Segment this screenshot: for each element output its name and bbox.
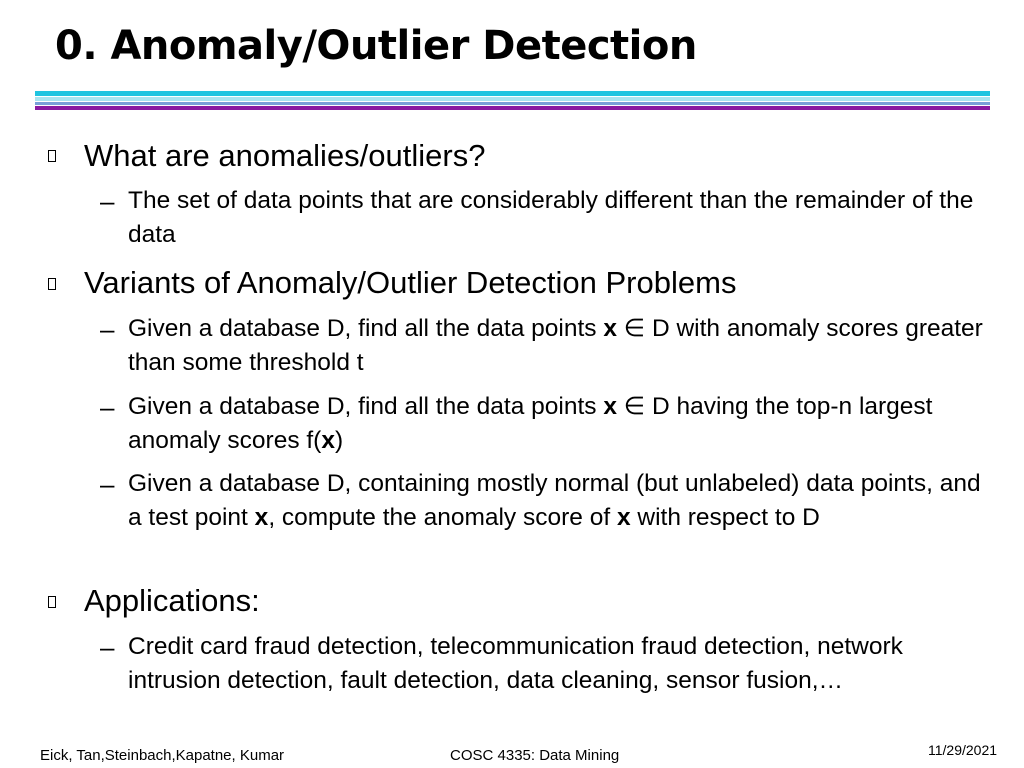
section-heading: Applications:	[84, 583, 260, 618]
dash-icon: –	[100, 314, 115, 344]
square-bullet-icon	[48, 278, 60, 290]
dash-icon: –	[100, 392, 115, 422]
section-heading: What are anomalies/outliers?	[84, 138, 486, 173]
section-heading: Variants of Anomaly/Outlier Detection Problems	[84, 265, 737, 300]
bold-variable: x	[603, 315, 617, 342]
dash-icon: –	[100, 632, 115, 662]
square-bullet-icon	[48, 596, 60, 608]
square-bullet-icon	[48, 150, 60, 162]
sub-bullet: Given a database D, find all the data points x ∈ D with anomaly scores greater than some threshold t	[128, 315, 983, 376]
footer-date: 11/29/2021	[928, 742, 998, 758]
bold-variable: x	[321, 427, 335, 454]
sub-bullet: Given a database D, find all the data points x ∈ D having the top-n largest anomaly scores f(x)	[128, 393, 933, 454]
dash-icon: –	[100, 186, 115, 216]
dash-icon: –	[100, 469, 115, 499]
bold-variable: x	[603, 393, 617, 420]
footer-course: COSC 4335: Data Mining	[450, 747, 620, 764]
sub-bullet: The set of data points that are considerably different than the remainder of the data	[128, 187, 974, 248]
sub-bullet: Given a database D, containing mostly normal (but unlabeled) data points, and a test point x, compute the anomaly score of x with respect to D	[128, 470, 981, 531]
slide-title: 0. Anomaly/Outlier Detection	[55, 23, 697, 69]
sub-bullet: Credit card fraud detection, telecommunication fraud detection, network intrusion detection, fault detection, data cleaning, sensor fusion,…	[128, 633, 903, 694]
bold-variable: x	[254, 504, 269, 531]
footer-authors: Eick, Tan,Steinbach,Kapatne, Kumar	[40, 747, 285, 764]
bold-variable: x	[616, 504, 631, 531]
